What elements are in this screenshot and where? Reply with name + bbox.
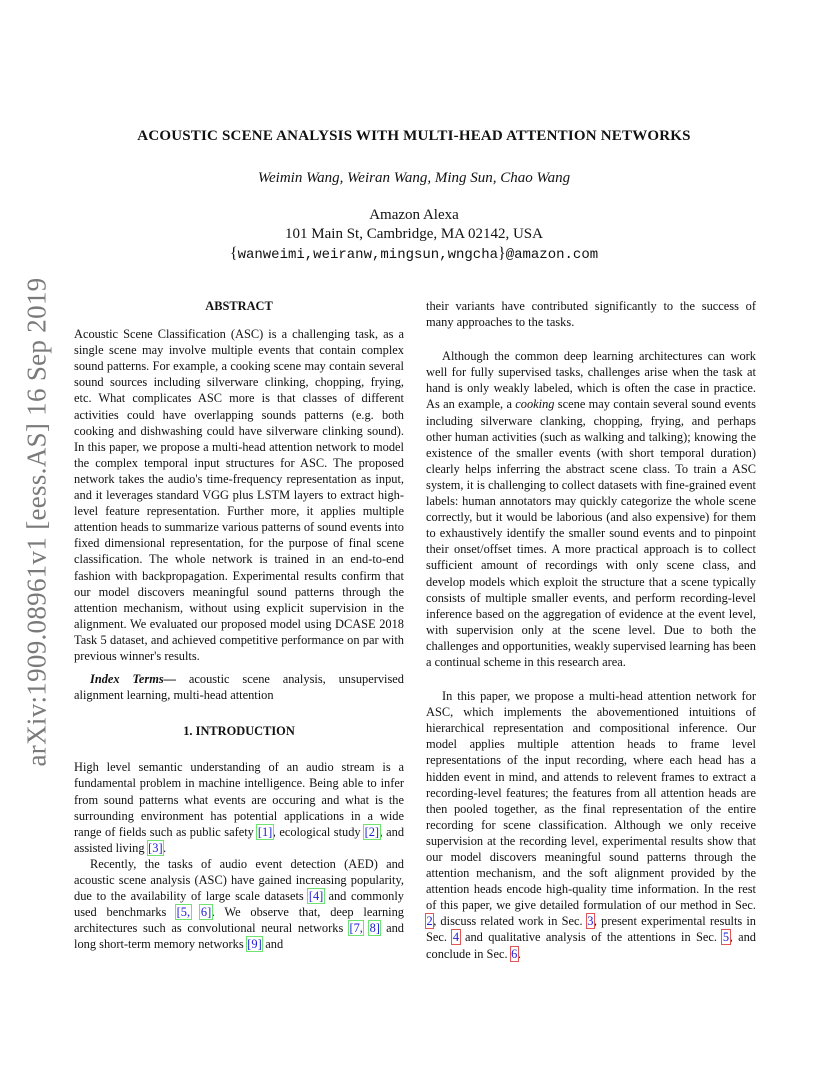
citation-9[interactable]: [9] (247, 937, 262, 952)
intro-paragraph-4 (426, 688, 756, 962)
citation-6[interactable]: 6] (200, 905, 212, 920)
intro-p2-text: . We observe that, deep learning architectures such as convolutional neural networks (74, 905, 404, 936)
citation-8[interactable]: 8] (369, 921, 380, 936)
emphasis-cooking: cooking (515, 397, 555, 412)
paper-authors: Weimin Wang, Weiran Wang, Ming Sun, Chao Wang (257, 170, 571, 186)
intro-p2-text: and long short-term memory networks (74, 921, 404, 952)
intro-heading: 1. INTRODUCTION (183, 724, 295, 739)
citation-2[interactable]: [2] (364, 824, 380, 839)
arxiv-stamp-text: arXiv:1909.08961v1 [eess.AS] 16 Sep 2019 (21, 277, 52, 767)
citation-1[interactable]: [1] (257, 824, 273, 839)
intro-p1-text: High level semantic understanding of an audio stream is a fundamental problem in machine intelligence. Being able to infer from sound patterns what events are occuring and what is the surrounding environment has potential applications in a wide range of fields such as public safety (74, 760, 404, 839)
index-terms-label: Index Terms— (90, 672, 177, 687)
citation-7[interactable]: [7, (349, 921, 363, 936)
intro-p4-text: Although the common deep learning architectures can work well for fully supervised tasks, challenges arise when the task at hand is only weakly labeled, which is often the case in practice. As an example, a (426, 349, 756, 412)
affiliation-org: Amazon Alexa (369, 207, 459, 223)
section-link-2[interactable]: 2 (426, 914, 433, 929)
email-domain: @amazon.com (505, 247, 599, 263)
section-link-5[interactable]: 5 (722, 930, 730, 945)
intro-p5-text: , present experimental results in Sec. (426, 914, 757, 945)
intro-p2-text: and (262, 937, 284, 952)
section-link-4[interactable]: 4 (452, 930, 460, 945)
arxiv-stamp (22, 272, 52, 772)
affiliation-email (0, 244, 828, 265)
intro-paragraph-3 (426, 348, 756, 670)
intro-p5-text: and qualitative analysis of the attentions in Sec. (459, 930, 723, 945)
intro-p4-text: scene may contain several sound events including silverware clanking, chopping, frying, and perhaps other human activities (such as walking and talking); knowing the existence of the smaller events (with short temporal duration) clearly helps inferring the abstract scene class. To train a ASC system, it is challenging to collect datasets with fine-grained event labels: human annotators may quickly categorize the whole scene correctly, but it would be laborious (and also expensive) for them to exhaustively identify the smaller sound events and to pinpoint their onset/offset times. A more practical approach is to collect sufficient amount of recordings with only scene class, and develop models which exploit the structure that a scene typically consists of multiple smaller events, and perform recording-level inference based on the aggregation of evidence at the event level, with supervision only at the scene level. Due to both the challenges and opportunities, weakly supervised learning has been a continual scheme in this research area. (426, 397, 756, 669)
intro-p5-text: , discuss related work in Sec. (433, 914, 587, 929)
left-column (74, 298, 404, 952)
email-brace-open: { (229, 245, 238, 262)
intro-p2-text: Recently, the tasks of audio event detection (AED) and acoustic scene analysis (ASC) have gained increasing popularity, due to the availability of large scale datasets (74, 856, 404, 904)
affiliation (0, 206, 828, 265)
paper-title: ACOUSTIC SCENE ANALYSIS WITH MULTI-HEAD ATTENTION NETWORKS (137, 128, 691, 144)
abstract-heading: ABSTRACT (205, 299, 273, 313)
intro-p5-text: , and conclude in Sec. (426, 930, 756, 961)
email-users: wanweimi,weiranw,mingsun,wngcha (237, 247, 499, 263)
citation-4[interactable]: [4] (308, 889, 324, 904)
abstract-text: Acoustic Scene Classification (ASC) is a challenging task, as a single scene may involve multiple events that contain complex sound patterns. For example, a cooking scene may contain several sound sources including silverware clinking, chopping, frying, etc. What complicates ASC more is that classes of different activities could have overlapping sounds patterns (e.g. both cooking and dishwashing could have silverware clinking sound). In this paper, we propose a multi-head attention network to model the complex temporal input structures for ASC. The proposed network takes the audio's time-frequency representation as input, and it leverages standard VGG plus LSTM layers to extract high-level feature representation. Further more, it applies multiple attention heads to summarize various patterns of sound events into fixed dimensional representation, for the purpose of final scene classification. The whole network is trained in an end-to-end fashion with backpropagation. Experimental results confirm that our model discovers meaningful sound patterns through the attention mechanism, without using explicit supervision in the alignment. We evaluated our proposed model using DCASE 2018 Task 5 dataset, and achieved competitive performance on par with previous winner's results. (74, 327, 404, 663)
right-column (426, 298, 756, 962)
email-brace-close: } (498, 245, 506, 262)
intro-p1-text: . (163, 840, 167, 855)
citation-5[interactable]: [5, (176, 905, 191, 920)
section-link-6[interactable]: 6 (511, 946, 518, 961)
intro-p2-text: and commonly used benchmarks (74, 889, 404, 920)
intro-p1-text: , ecological study (272, 824, 365, 839)
intro-p5-text: In this paper, we propose a multi-head attention network for ASC, which implements the abovementioned intuitions of hierarchical representation and compositional inference. Our model applies multiple attention heads to frame level representations of the input recording, where each head has a hidden event in mind, and attends to relevent frames to extract a recording-level features; the features from all attention heads are then pooled together, as the final representation of the entire recording for scene classification. Although we only receive supervision at the recording level, experimental results show that our model discovers meaningful sound patterns through the attention mechanism, and the soft alignment provided by the attention heads encode high-quality time information. In the rest of this paper, we give detailed formulation of our method in Sec. (426, 689, 756, 913)
intro-paragraph-2-cont: their variants have contributed significantly to the success of many approaches to the tasks. (426, 299, 756, 330)
intro-p5-text: . (517, 946, 521, 961)
intro-paragraph-2 (74, 856, 404, 953)
section-link-3[interactable]: 3 (587, 914, 594, 929)
intro-paragraph-1 (74, 759, 404, 856)
intro-p1-text: , and assisted living (74, 824, 405, 855)
affiliation-address: 101 Main St, Cambridge, MA 02142, USA (285, 226, 543, 242)
index-terms-text: acoustic scene analysis, unsupervised alignment learning, multi-head attention (74, 672, 404, 703)
citation-3[interactable]: [3] (148, 840, 163, 855)
index-terms (74, 671, 404, 703)
